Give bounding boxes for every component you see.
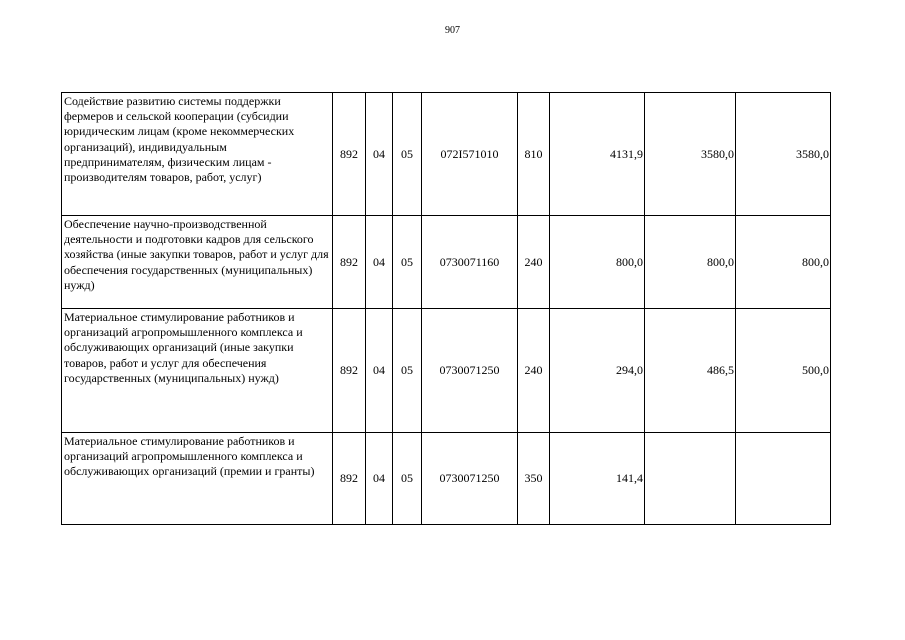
target-article-code: 0730071160 — [422, 216, 518, 309]
budget-table — [61, 92, 831, 525]
table-row — [62, 309, 831, 433]
amount-year-2: 486,5 — [645, 309, 736, 433]
row-description: Обеспечение научно-производственной деятельности и подготовки кадров для сельского хозяйства (иные закупки товаров, работ и услуг для обеспечения государственных (муниципальных) нужд) — [62, 216, 333, 309]
table-row — [62, 93, 831, 216]
target-article-code: 072I571010 — [422, 93, 518, 216]
subsection-code: 05 — [393, 309, 422, 433]
table-row — [62, 433, 831, 525]
amount-year-2 — [645, 433, 736, 525]
row-description: Содействие развитию системы поддержки фермеров и сельской кооперации (субсидии юридическим лицам (кроме некоммерческих организаций), индивидуальным предпринимателям, физическим лицам - производителям товаров, работ, услуг) — [62, 93, 333, 216]
amount-year-3: 800,0 — [736, 216, 831, 309]
amount-year-1: 294,0 — [550, 309, 645, 433]
subsection-code: 05 — [393, 93, 422, 216]
amount-year-1: 4131,9 — [550, 93, 645, 216]
expense-type-code: 810 — [518, 93, 550, 216]
expense-type-code: 350 — [518, 433, 550, 525]
expense-type-code: 240 — [518, 309, 550, 433]
page-number: 907 — [445, 25, 460, 36]
table-row — [62, 216, 831, 309]
section-code: 04 — [366, 433, 393, 525]
admin-code: 892 — [333, 309, 366, 433]
expense-type-code: 240 — [518, 216, 550, 309]
amount-year-1: 141,4 — [550, 433, 645, 525]
admin-code: 892 — [333, 433, 366, 525]
section-code: 04 — [366, 216, 393, 309]
subsection-code: 05 — [393, 216, 422, 309]
subsection-code: 05 — [393, 433, 422, 525]
admin-code: 892 — [333, 93, 366, 216]
amount-year-3: 3580,0 — [736, 93, 831, 216]
target-article-code: 0730071250 — [422, 309, 518, 433]
section-code: 04 — [366, 93, 393, 216]
amount-year-2: 800,0 — [645, 216, 736, 309]
admin-code: 892 — [333, 216, 366, 309]
row-description: Материальное стимулирование работников и организаций агропромышленного комплекса и обслуживающих организаций (премии и гранты) — [62, 433, 333, 525]
amount-year-1: 800,0 — [550, 216, 645, 309]
target-article-code: 0730071250 — [422, 433, 518, 525]
amount-year-2: 3580,0 — [645, 93, 736, 216]
amount-year-3 — [736, 433, 831, 525]
section-code: 04 — [366, 309, 393, 433]
amount-year-3: 500,0 — [736, 309, 831, 433]
row-description: Материальное стимулирование работников и организаций агропромышленного комплекса и обслуживающих организаций (иные закупки товаров, работ и услуг для обеспечения государственных (муниципальных) нужд) — [62, 309, 333, 433]
